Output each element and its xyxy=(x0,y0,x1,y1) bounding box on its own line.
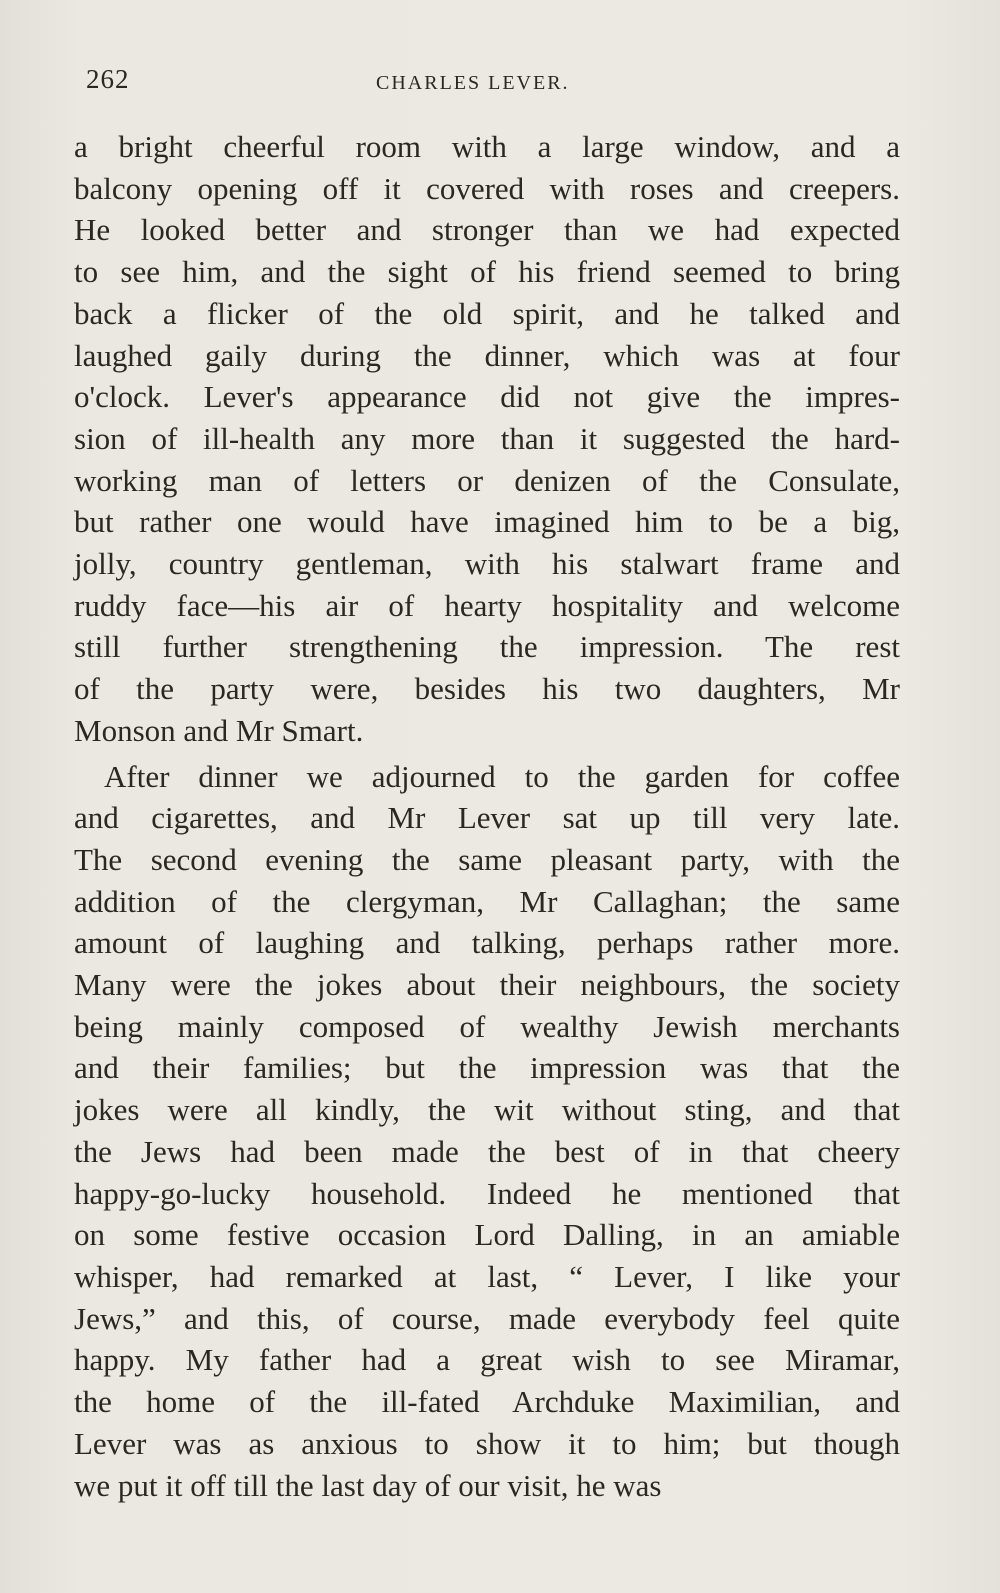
paragraph xyxy=(74,756,900,1507)
text-line: laughed gaily during the dinner, which was at four xyxy=(74,337,900,373)
text-line: but rather one would have imagined him to be a big, xyxy=(74,504,900,540)
text-line: He looked better and stronger than we had expected xyxy=(74,212,900,248)
text-line: Lever was as anxious to show it to him; but though xyxy=(74,1425,900,1461)
text-line: Monson and Mr Smart. xyxy=(74,712,364,748)
body-text xyxy=(74,126,900,1506)
paragraph xyxy=(74,126,900,752)
text-line: sion of ill-health any more than it suggested the hard- xyxy=(74,420,900,456)
text-line: o'clock. Lever's appearance did not give the impres- xyxy=(74,379,900,415)
text-line: working man of letters or denizen of the Consulate, xyxy=(74,462,900,498)
text-line: jokes were all kindly, the wit without sting, and that xyxy=(74,1092,900,1128)
running-head xyxy=(86,64,908,100)
text-line: whisper, had remarked at last, “ Lever, I like your xyxy=(74,1258,900,1294)
text-line: happy. My father had a great wish to see Miramar, xyxy=(74,1342,900,1378)
text-line: of the party were, besides his two daughters, Mr xyxy=(74,671,900,707)
text-line: the Jews had been made the best of in that cheery xyxy=(74,1133,900,1169)
text-line: ruddy face—his air of hearty hospitality and welcome xyxy=(74,587,900,623)
text-line: being mainly composed of wealthy Jewish merchants xyxy=(74,1008,900,1044)
text-line: jolly, country gentleman, with his stalwart frame and xyxy=(74,546,900,582)
text-line: still further strengthening the impression. The rest xyxy=(74,629,900,665)
text-line: balcony opening off it covered with roses and creepers. xyxy=(74,170,900,206)
text-line: and cigarettes, and Mr Lever sat up till very late. xyxy=(74,800,900,836)
text-line: to see him, and the sight of his friend seemed to bring xyxy=(74,254,900,290)
text-line: we put it off till the last day of our visit, he was xyxy=(74,1467,662,1503)
text-line: a bright cheerful room with a large window, and a xyxy=(74,129,900,164)
running-title: CHARLES LEVER. xyxy=(376,72,570,94)
text-line: addition of the clergyman, Mr Callaghan; the same xyxy=(74,883,900,919)
text-line: After dinner we adjourned to the garden for coffee xyxy=(104,758,900,794)
text-line: and their families; but the impression was that the xyxy=(74,1050,900,1086)
text-line: amount of laughing and talking, perhaps rather more. xyxy=(74,925,900,961)
text-line: The second evening the same pleasant party, with the xyxy=(74,841,900,877)
text-line: happy-go-lucky household. Indeed he mentioned that xyxy=(74,1175,900,1211)
text-line: the home of the ill-fated Archduke Maximilian, and xyxy=(74,1384,900,1420)
text-line: on some festive occasion Lord Dalling, in an amiable xyxy=(74,1217,900,1253)
page-number: 262 xyxy=(86,64,130,94)
text-line: Many were the jokes about their neighbours, the society xyxy=(74,967,900,1003)
text-line: Jews,” and this, of course, made everybody feel quite xyxy=(74,1300,900,1336)
text-line: back a flicker of the old spirit, and he talked and xyxy=(74,295,900,331)
